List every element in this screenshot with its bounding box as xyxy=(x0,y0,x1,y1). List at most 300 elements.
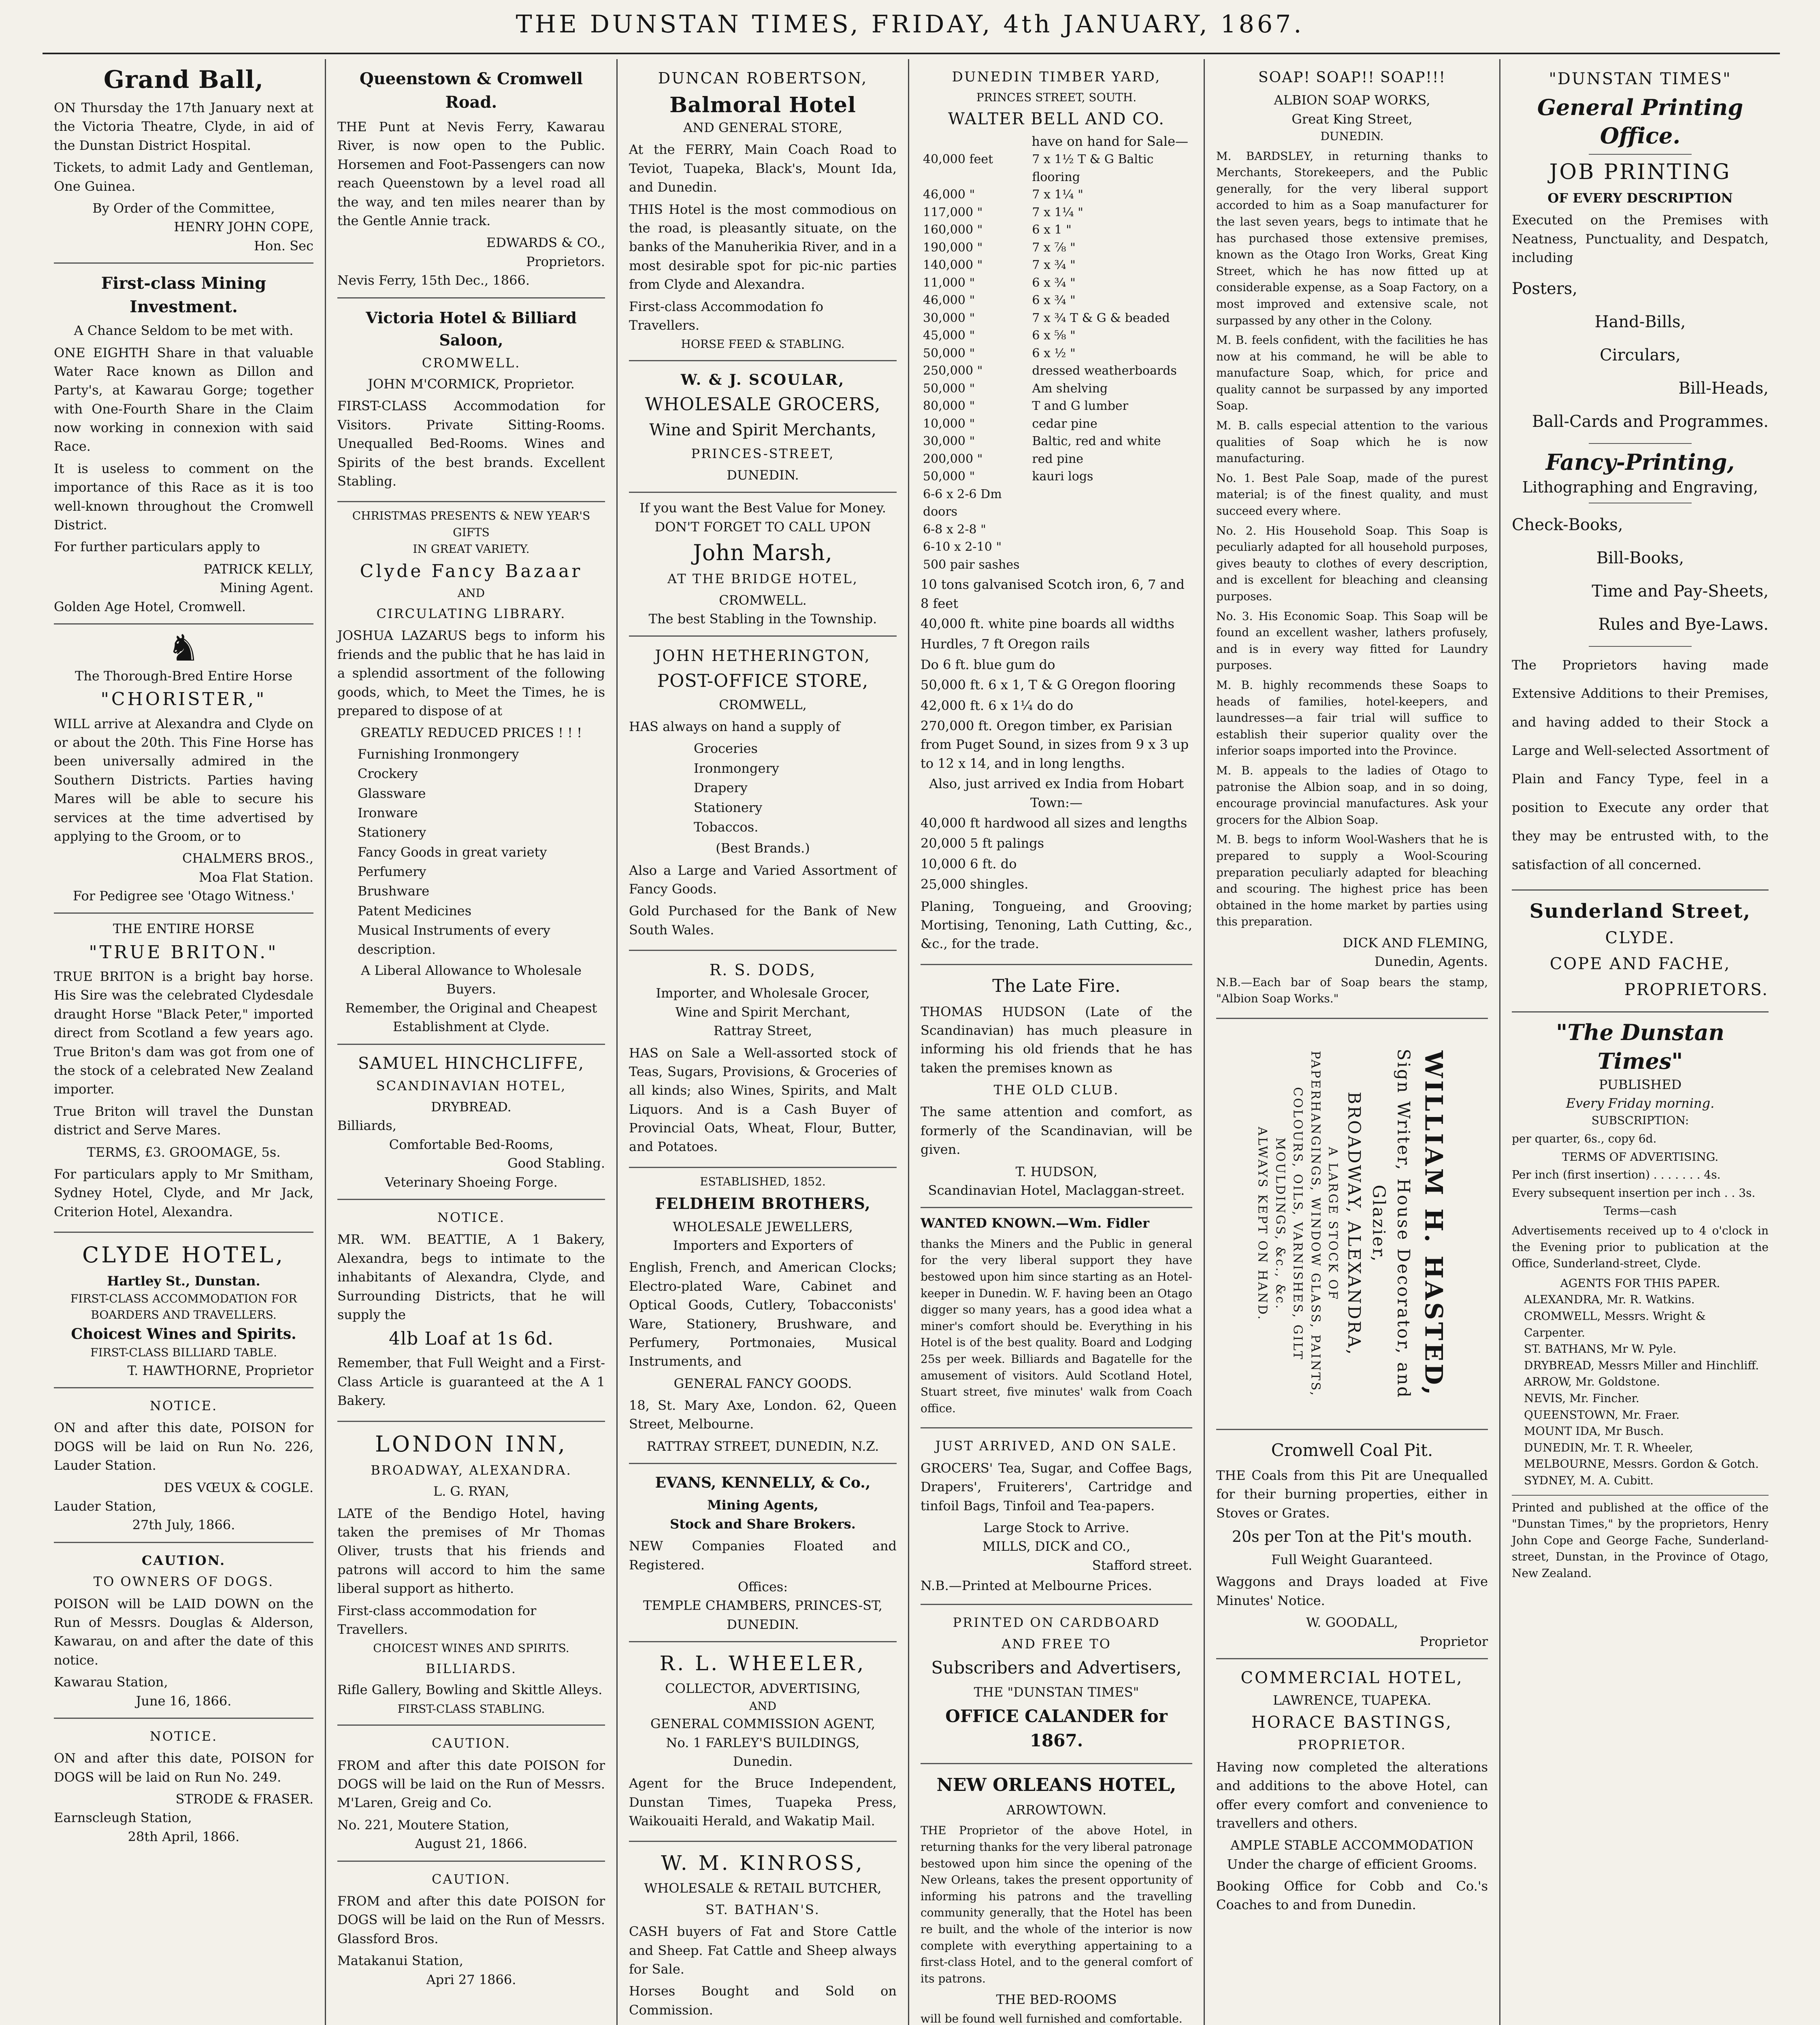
coal-role: Proprietor xyxy=(1419,1633,1488,1649)
notice2-title: NOTICE. xyxy=(149,1728,218,1744)
london-l5: FIRST-CLASS STABLING. xyxy=(397,1702,545,1716)
clyde-hotel-l1: FIRST-CLASS ACCOMMODATION FOR BOARDERS AND TRAVELLERS. xyxy=(70,1292,297,1322)
hetherington-body: HAS always on hand a supply of xyxy=(629,718,840,734)
soap-street: Great King Street, xyxy=(1291,111,1413,127)
london-name: L. G. RYAN, xyxy=(433,1484,509,1499)
scoular-street: PRINCES-STREET, xyxy=(691,446,835,462)
list-item: Posters, xyxy=(1512,279,1578,298)
hasted-street: BROADWAY, ALEXANDRA, xyxy=(1344,1091,1364,1356)
commercial-town: LAWRENCE, TUAPEKA. xyxy=(1273,1692,1431,1708)
balmoral-l2: HORSE FEED & STABLING. xyxy=(681,337,845,351)
list-item: QUEENSTOWN, Mr. Fraer. xyxy=(1524,1408,1680,1422)
clyde-hotel-l2: Choicest Wines and Spirits. xyxy=(71,1325,296,1343)
london-body: LATE of the Bendigo Hotel, having taken the premises of Mr Thomas Oliver, trusts that his friends and patrons will accord to him the same liberal support as hitherto. xyxy=(337,1505,605,1597)
caution-place: Kawarau Station, xyxy=(54,1674,168,1690)
times-terms2: Every subsequent insertion per inch . . 3s. xyxy=(1512,1186,1756,1200)
times-sub-line: per quarter, 6s., copy 6d. xyxy=(1512,1132,1657,1146)
ball-body: ON Thursday the 17th January next at the Victoria Theatre, Clyde, in aid of the Dunstan District Hospital. xyxy=(54,100,313,153)
list-item: Stationery xyxy=(358,825,426,840)
ad-notice-lauder xyxy=(54,1388,313,1543)
ad-printing-office xyxy=(1512,59,1769,891)
feldheim-sub: WHOLESALE JEWELLERS, xyxy=(673,1219,853,1234)
times-cash: Terms—cash xyxy=(1603,1204,1677,1218)
ball-role: Hon. Sec xyxy=(254,238,313,254)
notice2-name: STRODE & FRASER. xyxy=(175,1791,313,1807)
ad-timber-yard xyxy=(921,59,1192,965)
office-job: JOB PRINTING xyxy=(1549,160,1731,185)
timber-description: 7 x 1½ T & G Baltic flooring xyxy=(1032,152,1154,184)
calendar-l3: Subscribers and Advertisers, xyxy=(931,1658,1182,1678)
evans-sub2: Stock and Share Brokers. xyxy=(670,1516,856,1532)
timber-extra12: 25,000 shingles. xyxy=(921,876,1029,892)
timber-extra11: 10,000 6 ft. do xyxy=(921,856,1017,872)
hinchcliffe-forge: Veterinary Shoeing Forge. xyxy=(385,1174,558,1190)
soap-no1: No. 1. Best Pale Soap, made of the purest material; is of the finest quality, and must succeed every where. xyxy=(1216,471,1488,518)
timber-quantity: 40,000 feet xyxy=(923,152,993,167)
dods-sub2: Wine and Spirit Merchant, xyxy=(675,1004,850,1020)
times-agent-list xyxy=(1512,1292,1769,1489)
address-role: PROPRIETORS. xyxy=(1624,981,1769,1000)
fire-place: Scandinavian Hotel, Maclaggan-street. xyxy=(928,1183,1185,1198)
commercial-role: PROPRIETOR. xyxy=(1298,1737,1407,1753)
office-sub: General Printing Office. xyxy=(1537,94,1743,149)
balmoral-l1: First-class Accommodation fo Travellers. xyxy=(629,298,824,333)
caution-sub: TO OWNERS OF DOGS. xyxy=(93,1574,274,1590)
timber-description: kauri logs xyxy=(1032,469,1093,484)
ad-new-orleans-hotel xyxy=(921,1764,1192,2025)
timber-quantity: 80,000 " xyxy=(923,399,975,414)
list-item: Ball-Cards and Programmes. xyxy=(1532,412,1769,431)
marsh-l2: DON'T FORGET TO CALL UPON xyxy=(654,519,871,535)
timber-description: red pine xyxy=(1032,452,1084,466)
timber-description: 6 x ¾ " xyxy=(1032,293,1076,308)
timber-description: 7 x 1¼ " xyxy=(1032,188,1083,202)
hinchcliffe-stabling: Good Stabling. xyxy=(507,1155,605,1171)
mining-place: Golden Age Hotel, Cromwell. xyxy=(54,599,246,614)
mills-note: N.B.—Printed at Melbourne Prices. xyxy=(921,1578,1152,1594)
hetherington-name: JOHN HETHERINGTON, xyxy=(655,647,871,665)
notice2-body: ON and after this date, POISON for DOGS will be laid on Run No. 249. xyxy=(54,1750,313,1785)
ad-victoria-hotel xyxy=(337,298,605,503)
timber-quantity: 30,000 " xyxy=(923,434,975,449)
coal-title: Cromwell Coal Pit. xyxy=(1271,1440,1433,1460)
soap-works: ALBION SOAP WORKS, xyxy=(1274,92,1430,108)
list-item: Fancy Goods in great variety xyxy=(358,844,547,860)
column-1 xyxy=(43,59,326,2025)
notice1-place: Lauder Station, xyxy=(54,1498,156,1514)
list-item: Drapery xyxy=(694,780,748,796)
chorister-body: WILL arrive at Alexandra and Clyde on or about the 20th. This Fine Horse has been universally admired in the Southern Districts. Parties having Mares will be able to secure his services at the time advertised by applying to the Groom, or to xyxy=(54,716,313,844)
timber-quantity: 160,000 " xyxy=(923,223,983,237)
ad-caution-moutere xyxy=(337,1726,605,1861)
london-l4: Rifle Gallery, Bowling and Skittle Alleys. xyxy=(337,1682,603,1698)
list-item: Rules and Bye-Laws. xyxy=(1598,615,1769,634)
times-terms: TERMS OF ADVERTISING. xyxy=(1562,1150,1719,1164)
london-sub: BROADWAY, ALEXANDRA. xyxy=(371,1462,572,1478)
ad-clyde-bazaar xyxy=(337,502,605,1044)
timber-quantity: 50,000 " xyxy=(923,346,975,360)
table-row xyxy=(921,556,1192,574)
hasted-kept: ALWAYS KEPT ON HAND. xyxy=(1255,1127,1270,1321)
caution1-title: CAUTION. xyxy=(432,1735,511,1751)
chorister-place: Moa Flat Station. xyxy=(199,869,313,885)
feldheim-sub2: Importers and Exporters of xyxy=(673,1237,853,1253)
punt-date: Nevis Ferry, 15th Dec., 1866. xyxy=(337,273,530,288)
ad-calendar xyxy=(921,1605,1192,1764)
hetherington-items xyxy=(694,739,897,836)
punt-title: Queenstown & Cromwell Road. xyxy=(359,69,583,112)
table-row xyxy=(921,186,1192,204)
list-item: Ironware xyxy=(358,805,418,821)
calendar-l4: THE "DUNSTAN TIMES" xyxy=(974,1684,1139,1700)
clyde-hotel-name: T. HAWTHORNE, Proprietor xyxy=(127,1362,313,1378)
times-terms1: Per inch (first insertion) . . . . . . . 4s. xyxy=(1512,1168,1721,1182)
notice1-name: DES VŒUX & COGLE. xyxy=(164,1479,313,1495)
hetherington-gold: Gold Purchased for the Bank of New South Wales. xyxy=(629,903,897,938)
briton-body: TRUE BRITON is a bright bay horse. His Sire was the celebrated Clydesdale draught Horse "Black Peter," imported direct from Scotland a few years ago. True Briton's dam was got from one of the stock of a celebrated New Zealand importer. xyxy=(54,969,313,1097)
table-row xyxy=(921,151,1192,186)
table-row xyxy=(921,415,1192,433)
ball-name: HENRY JOHN COPE, xyxy=(174,219,313,235)
office-every: OF EVERY DESCRIPTION xyxy=(1547,190,1733,206)
list-item: MELBOURNE, Messrs. Gordon & Gotch. xyxy=(1524,1457,1759,1471)
ad-albion-soap xyxy=(1216,59,1488,1019)
hinchcliffe-billiards: Billiards, xyxy=(337,1118,396,1134)
bazaar-pre3: IN GREAT VARIETY. xyxy=(413,542,530,556)
table-row xyxy=(921,380,1192,398)
evans-body: NEW Companies Floated and Registered. xyxy=(629,1538,897,1573)
balmoral-body: THIS Hotel is the most commodious on the road, is pleasantly situate, on the banks of the Manuherikia River, and in a most desirable spot for pic-nic parties from Clyde and Alexandra. xyxy=(629,201,897,292)
list-item: Bill-Heads, xyxy=(1678,379,1769,398)
beattie-loaf: 4lb Loaf at 1s 6d. xyxy=(388,1328,554,1349)
ad-london-inn xyxy=(337,1422,605,1726)
ad-wheeler xyxy=(629,1642,897,1842)
dods-name: R. S. DODS, xyxy=(709,961,816,979)
timber-description: 6 x ½ " xyxy=(1032,346,1076,360)
beattie-body2: Remember, that Full Weight and a First-Class Article is guaranteed at the A 1 Bakery. xyxy=(337,1355,605,1409)
timber-description: cedar pine xyxy=(1032,416,1098,431)
table-row xyxy=(921,486,1192,521)
evans-address: TEMPLE CHAMBERS, PRINCES-ST, xyxy=(643,1598,882,1614)
punt-role: Proprietors. xyxy=(526,254,605,269)
evans-town: DUNEDIN. xyxy=(727,1616,799,1632)
victoria-name: JOHN M'CORMICK, Proprietor. xyxy=(368,376,575,392)
timber-name: WALTER BELL AND CO. xyxy=(948,109,1165,128)
ad-hinchcliffe xyxy=(337,1045,605,1200)
kinross-body2: Horses Bought and Sold on Commission. xyxy=(629,1983,897,2018)
chorister-intro: The Thorough-Bred Entire Horse xyxy=(75,668,293,684)
address-town: CLYDE. xyxy=(1605,929,1675,948)
timber-extra3: Hurdles, 7 ft Oregon rails xyxy=(921,636,1090,652)
coal-body2: Waggons and Drays loaded at Five Minutes' Notice. xyxy=(1216,1574,1488,1608)
soap-note: N.B.—Each bar of Soap bears the stamp, "Albion Soap Works." xyxy=(1216,975,1488,1006)
ad-hetherington xyxy=(629,637,897,951)
office-fancy: Fancy-Printing, xyxy=(1545,449,1735,475)
timber-description: 7 x ¾ T & G & beaded xyxy=(1032,311,1170,325)
timber-footer: Planing, Tongueing, and Grooving; Mortising, Tenoning, Lath Cutting, &c., &c., for the trade. xyxy=(921,898,1192,952)
column-4 xyxy=(909,59,1205,2025)
ad-scoular xyxy=(629,361,897,493)
mining-role: Mining Agent. xyxy=(220,580,313,596)
briton-intro: THE ENTIRE HORSE xyxy=(113,921,255,937)
times-title: "The Dunstan Times" xyxy=(1556,1019,1724,1074)
ad-beattie-bakery xyxy=(337,1200,605,1422)
list-item: Tobaccos. xyxy=(694,819,759,835)
column-6 xyxy=(1500,59,1780,2025)
timber-quantity: 50,000 " xyxy=(923,469,975,484)
hasted-items: PAPERHANGINGS, WINDOW GLASS, PAINTS, COLOURS, OILS, VARNISHES, GILT MOULDINGS, &c., &c. xyxy=(1272,1051,1322,1397)
briton-apply: For particulars apply to Mr Smitham, Sydney Hotel, Clyde, and Mr Jack, Criterion Hotel, Alexandra. xyxy=(54,1166,313,1219)
orleans-bed-body: will be found well furnished and comfortable. xyxy=(921,2012,1183,2025)
commercial-stable: AMPLE STABLE ACCOMMODATION xyxy=(1230,1837,1474,1853)
orleans-bed: THE BED-ROOMS xyxy=(996,1992,1117,2008)
list-item: DUNEDIN, Mr. T. R. Wheeler, xyxy=(1524,1441,1693,1454)
timber-description: 7 x ⅞ " xyxy=(1032,240,1076,255)
bazaar-pre2: GIFTS xyxy=(453,526,490,539)
ad-late-fire xyxy=(921,965,1192,1209)
evans-offices: Offices: xyxy=(737,1579,788,1594)
timber-description: dressed weatherboards xyxy=(1032,364,1177,378)
caution2-date: Apri 27 1866. xyxy=(426,1972,516,1987)
ad-nevis-punt xyxy=(337,59,605,298)
ad-clyde-hotel xyxy=(54,1233,313,1388)
hasted-rotated-block xyxy=(1253,1042,1451,1406)
mining-body2: It is useless to comment on the importance of this Race as it is too well-known throughout the Cromwell District. xyxy=(54,460,313,533)
table-row xyxy=(921,292,1192,309)
ball-tickets: Tickets, to admit Lady and Gentleman, One Guinea. xyxy=(54,160,313,194)
list-item: Perfumery xyxy=(358,864,426,880)
commercial-booking: Booking Office for Cobb and Co.'s Coaches to and from Dunedin. xyxy=(1216,1878,1488,1913)
dods-street: Rattray Street, xyxy=(713,1023,812,1039)
timber-description: 6 x ⅝ " xyxy=(1032,328,1076,343)
kinross-sub: WHOLESALE & RETAIL BUTCHER, xyxy=(644,1880,882,1896)
mining-apply: For further particulars apply to xyxy=(54,539,260,555)
clyde-hotel-sub: Hartley St., Dunstan. xyxy=(107,1273,260,1289)
scoular-town: DUNEDIN. xyxy=(727,467,799,483)
bazaar-pre1: CHRISTMAS PRESENTS & NEW YEAR'S xyxy=(352,509,590,523)
soap-no3: No. 3. His Economic Soap. This Soap will be found an excellent washer, lathers profusely, and is in every way fitted for Laundry purposes. xyxy=(1216,609,1488,672)
ad-true-briton xyxy=(54,914,313,1233)
hinchcliffe-title: SAMUEL HINCHCLIFFE, xyxy=(358,1054,584,1073)
hasted-stock: A LARGE STOCK OF xyxy=(1326,1147,1340,1301)
column-3 xyxy=(618,59,909,2025)
scoular-title: WHOLESALE GROCERS, xyxy=(645,394,881,415)
table-row xyxy=(921,274,1192,292)
fire-name: T. HUDSON, xyxy=(1015,1164,1098,1179)
hinchcliffe-sub: SCANDINAVIAN HOTEL, xyxy=(376,1078,567,1094)
times-adv: Advertisements received up to 4 o'clock in the Evening prior to publication at the Office, Sunderland-street, Clyde. xyxy=(1512,1224,1769,1270)
wheeler-name: R. L. WHEELER, xyxy=(659,1652,866,1675)
list-item: MOUNT IDA, Mr Busch. xyxy=(1524,1424,1664,1438)
list-item: Ironmongery xyxy=(694,760,779,776)
list-item: Circulars, xyxy=(1600,345,1681,364)
feldheim-body: English, French, and American Clocks; Electro-plated Ware, Cabinet and Optical Goods, Cutlery, Tobacconists' Ware, Stationery, Brushware, and Perfumery, Portmonaies, Musical Instruments, and xyxy=(629,1260,897,1369)
london-l3: BILLIARDS. xyxy=(425,1660,517,1676)
caution1-place: No. 221, Moutere Station, xyxy=(337,1817,509,1833)
clyde-hotel-l3: FIRST-CLASS BILLIARD TABLE. xyxy=(90,1346,277,1360)
evans-sub: Mining Agents, xyxy=(707,1497,818,1513)
wanted-title: WANTED KNOWN.—Wm. Fidler xyxy=(921,1215,1149,1231)
soap-agents-town: Dunedin, Agents. xyxy=(1374,954,1488,970)
commercial-name: HORACE BASTINGS, xyxy=(1251,1713,1453,1732)
kinross-town: ST. BATHAN'S. xyxy=(705,1901,820,1917)
orleans-title: NEW ORLEANS HOTEL, xyxy=(936,1775,1176,1796)
list-item: ST. BATHANS, Mr W. Pyle. xyxy=(1524,1342,1677,1356)
bazaar-items xyxy=(358,745,605,959)
marsh-sub: AT THE BRIDGE HOTEL, xyxy=(667,571,858,587)
victoria-town: CROMWELL. xyxy=(422,355,521,371)
timber-quantity: 6-6 x 2-6 Dm doors xyxy=(923,487,1002,519)
timber-extra9: 40,000 ft hardwood all sizes and lengths xyxy=(921,815,1187,831)
ad-caution-kawarau xyxy=(54,1543,313,1719)
timber-description: Baltic, red and white xyxy=(1032,434,1161,449)
timber-quantity: 140,000 " xyxy=(923,258,983,273)
timber-extra8: Also, just arrived ex India from Hobart Town:— xyxy=(929,776,1184,810)
timber-description xyxy=(1029,486,1192,521)
timber-description: T and G lumber xyxy=(1032,399,1128,414)
bazaar-prices: GREATLY REDUCED PRICES ! ! ! xyxy=(360,725,582,741)
timber-quantity: 11,000 " xyxy=(923,275,975,290)
ad-balmoral-hotel xyxy=(629,59,897,361)
marsh-l1: If you want the Best Value for Money. xyxy=(639,500,886,516)
list-item: Stationery xyxy=(694,799,763,815)
timber-street: PRINCES STREET, SOUTH. xyxy=(976,91,1137,104)
wheeler-town: Dunedin. xyxy=(733,1753,793,1769)
feldheim-address: 18, St. Mary Axe, London. 62, Queen Street, Melbourne. xyxy=(629,1398,897,1432)
list-item: Furnishing Ironmongery xyxy=(358,746,519,762)
hasted-trade: Sign Writer, House Decorator, and Glazier, xyxy=(1369,1049,1414,1399)
list-item: Glassware xyxy=(358,785,426,801)
balmoral-sub: AND GENERAL STORE, xyxy=(683,120,842,136)
coal-body: THE Coals from this Pit are Unequalled for their burning properties, either in Stoves or Grates. xyxy=(1216,1467,1488,1521)
ball-order: By Order of the Committee, xyxy=(92,200,275,216)
hetherington-town: CROMWELL, xyxy=(719,697,807,712)
ad-wanted-known xyxy=(921,1208,1192,1428)
fire-club: THE OLD CLUB. xyxy=(993,1082,1119,1098)
ad-hasted xyxy=(1216,1019,1488,1430)
ad-kinross xyxy=(629,1842,897,2025)
list-item: Brushware xyxy=(358,883,430,899)
wheeler-and: AND xyxy=(749,1699,777,1713)
column-5 xyxy=(1205,59,1500,2025)
beattie-body: MR. WM. BEATTIE, A 1 Bakery, Alexandra, begs to intimate to the inhabitants of Alexandra, Clyde, and Surrounding Districts, that he will supply the xyxy=(337,1232,605,1322)
notice1-date: 27th July, 1866. xyxy=(132,1517,235,1533)
column-2 xyxy=(326,59,618,2025)
office-title: "DUNSTAN TIMES" xyxy=(1549,70,1732,88)
marsh-town: CROMWELL. xyxy=(719,592,807,608)
orleans-town: ARROWTOWN. xyxy=(1006,1802,1106,1818)
timber-quantity: 200,000 " xyxy=(923,452,983,466)
soap-body: M. BARDSLEY, in returning thanks to Merchants, Storekeepers, and the Public generally, for the very liberal support accorded to him as a Soap manufacturer for the last seven years, begs to intimate that he has purchased those extensive premises, known as the Otago Iron Works, Great King Street, which he has now fitted up at considerable expense, as a Soap Factory, on a most improved and extensive scale, not surpassed by any other in the Colony. xyxy=(1216,149,1488,327)
marsh-name: John Marsh, xyxy=(693,539,833,565)
fire-body2: The same attention and comfort, as formerly of the Scandinavian, will be given. xyxy=(921,1104,1192,1157)
feldheim-address2: RATTRAY STREET, DUNEDIN, N.Z. xyxy=(646,1438,879,1454)
ad-dunstan-times xyxy=(1512,1013,1769,1592)
wheeler-body: Agent for the Bruce Independent, Dunstan Times, Tuapeka Press, Waikouaiti Herald, and Wakatip Mail. xyxy=(629,1776,897,1829)
wheeler-address: No. 1 FARLEY'S BUILDINGS, xyxy=(666,1735,860,1750)
timber-quantity: 46,000 " xyxy=(923,293,975,308)
ad-grand-ball xyxy=(54,59,313,264)
timber-description: 6 x 1 " xyxy=(1032,223,1072,237)
newspaper-page xyxy=(43,53,1780,2025)
london-l2: CHOICEST WINES AND SPIRITS. xyxy=(373,1641,569,1655)
london-title: LONDON INN, xyxy=(375,1431,567,1457)
bazaar-and: AND xyxy=(457,586,485,600)
table-row xyxy=(921,327,1192,345)
ad-caution-matakanui xyxy=(337,1862,605,1996)
punt-name: EDWARDS & CO., xyxy=(486,235,605,251)
hetherington-title: POST-OFFICE STORE, xyxy=(657,671,869,692)
mills-title: JUST ARRIVED, AND ON SALE. xyxy=(935,1438,1178,1454)
timber-description: 6 x ¾ " xyxy=(1032,275,1076,290)
list-item: DRYBREAD, Messrs Miller and Hinchliff. xyxy=(1524,1358,1759,1372)
table-row xyxy=(921,521,1192,539)
address-street: Sunderland Street, xyxy=(1529,900,1751,923)
ad-dods xyxy=(629,951,897,1168)
list-item: CROMWELL, Messrs. Wright & Carpenter. xyxy=(1524,1309,1706,1339)
list-item: NEVIS, Mr. Fincher. xyxy=(1524,1391,1639,1405)
times-every: Every Friday morning. xyxy=(1566,1096,1715,1111)
timber-table xyxy=(921,151,1192,573)
scoular-name: W. & J. SCOULAR, xyxy=(680,371,845,388)
bazaar-allow: A Liberal Allowance to Wholesale Buyers. xyxy=(361,963,582,997)
london-l1: First-class accommodation for Travellers. xyxy=(337,1603,537,1637)
timber-extra10: 20,000 5 ft palings xyxy=(921,836,1044,851)
marsh-stabling: The best Stabling in the Township. xyxy=(648,611,877,627)
clyde-hotel-title: CLYDE HOTEL, xyxy=(82,1242,286,1268)
timber-extra5: 50,000 ft. 6 x 1, T & G Oregon flooring xyxy=(921,677,1176,693)
list-item: SYDNEY, M. A. Cubitt. xyxy=(1524,1473,1654,1487)
soap-body5: M. B. appeals to the ladies of Otago to patronise the Albion soap, and in so doing, encourage provincial manufactures. Ask your grocers for the Albion Soap. xyxy=(1216,763,1488,827)
soap-body3: M. B. calls especial attention to the various qualities of Soap which he is now manufacturing. xyxy=(1216,419,1488,465)
office-items xyxy=(1512,277,1769,433)
wheeler-sub2: GENERAL COMMISSION AGENT, xyxy=(650,1716,875,1732)
hinchcliffe-place: DRYBREAD. xyxy=(431,1099,511,1115)
list-item: Musical Instruments of every description. xyxy=(358,923,550,957)
dods-body: HAS on Sale a Well-assorted stock of Teas, Sugars, Provisions, & Groceries of all kinds; also Wines, Spirits, and Malt Liquors. And is a Cash Buyer of Provincial Oats, Wheat, Flour, Butter, and Potatoes. xyxy=(629,1045,897,1155)
timber-title: DUNEDIN TIMBER YARD, xyxy=(952,69,1161,85)
list-item: Time and Pay-Sheets, xyxy=(1592,582,1769,601)
dods-sub: Importer, and Wholesale Grocer, xyxy=(656,985,870,1001)
mills-street: Stafford street. xyxy=(1092,1557,1192,1573)
soap-town: DUNEDIN. xyxy=(1320,129,1384,143)
hasted-name: WILLIAM H. HASTED, xyxy=(1419,1050,1448,1397)
timber-quantity: 250,000 " xyxy=(923,364,983,378)
timber-quantity: 10,000 " xyxy=(923,416,975,431)
balmoral-title: Balmoral Hotel xyxy=(669,93,856,118)
timber-quantity: 45,000 " xyxy=(923,328,975,343)
hetherington-also: Also a Large and Varied Assortment of Fancy Goods. xyxy=(629,862,897,897)
office-items2 xyxy=(1512,513,1769,636)
times-agents: AGENTS FOR THIS PAPER. xyxy=(1560,1276,1720,1290)
soap-body2: M. B. feels confident, with the facilities he has now at his command, he will be able to manufacture Soap, which, for price and quality cannot be surpassed by any imported Soap. xyxy=(1216,333,1488,413)
commercial-body: Having now completed the alterations and additions to the above Hotel, can offer every comfort and convenience to travellers and others. xyxy=(1216,1759,1488,1831)
commercial-title: COMMERCIAL HOTEL, xyxy=(1240,1668,1464,1687)
calendar-l2: AND FREE TO xyxy=(1002,1636,1111,1652)
victoria-title: Victoria Hotel & Billiard Saloon, xyxy=(366,308,577,349)
table-row xyxy=(921,397,1192,415)
mills-name: MILLS, DICK and CO., xyxy=(982,1539,1131,1554)
timber-description xyxy=(1029,538,1192,556)
table-row xyxy=(921,433,1192,450)
soap-agents: DICK AND FLEMING, xyxy=(1343,935,1488,951)
ad-commercial-hotel xyxy=(1216,1659,1488,1925)
fire-title: The Late Fire. xyxy=(992,975,1121,996)
timber-extra7: 270,000 ft. Oregon timber, ex Parisian from Puget Sound, in sizes from 9 x 3 up to 12 x 14, and in long lengths. xyxy=(921,718,1189,771)
notice1-title: NOTICE. xyxy=(149,1398,218,1414)
punt-body: THE Punt at Nevis Ferry, Kawarau River, is now open to the Public. Horsemen and Foot-Passengers can now reach Queenstown by a level road all the way, and ten miles nearer than by the Gentle Annie track. xyxy=(337,119,605,228)
bazaar-remember: Remember, the Original and Cheapest Establishment at Clyde. xyxy=(345,1000,597,1035)
